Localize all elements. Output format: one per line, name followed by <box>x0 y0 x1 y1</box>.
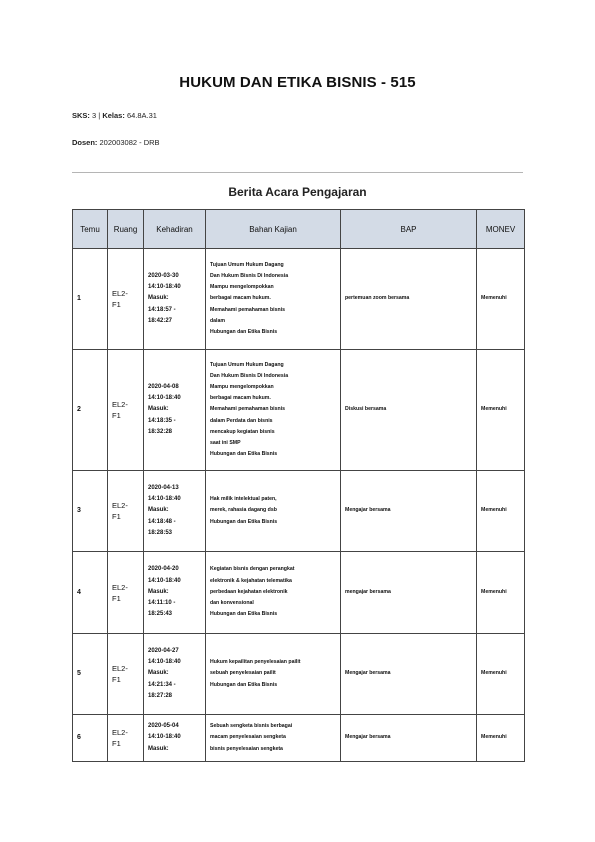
cell-temu: 6 <box>73 715 108 762</box>
section-title: Berita Acara Pengajaran <box>228 185 367 199</box>
cell-line: Mampu mengelompokkan <box>210 383 274 390</box>
cell-line: Hubungan dan Etika Bisnis <box>210 518 278 525</box>
cell-line: 2020-04-20 <box>148 566 179 573</box>
cell-monev: Memenuhi <box>477 634 525 715</box>
cell-line: Dan Hukum Bisnis Di Indonesia <box>210 372 289 379</box>
cell-line: Hubungan dan Etika Bisnis <box>210 451 278 458</box>
cell-line: EL2- <box>112 400 128 409</box>
cell-ruang <box>108 634 144 715</box>
cell-line: dalam <box>210 317 225 324</box>
cell-kehadiran <box>144 634 206 715</box>
cell-line: EL2- <box>112 728 128 737</box>
cell-line: Dan Hukum Bisnis Di Indonesia <box>210 272 289 279</box>
kelas-value: 64.8A.31 <box>126 111 157 120</box>
cell-monev: Memenuhi <box>477 471 525 552</box>
cell-kehadiran <box>144 552 206 634</box>
cell-ruang <box>108 471 144 552</box>
cell-line: 18:25:43 <box>148 611 173 618</box>
course-meta-sks-kelas <box>72 111 157 120</box>
cell-line: berbagai macam hukum. <box>210 295 271 302</box>
cell-temu: 3 <box>73 471 108 552</box>
cell-line: Memahami pemahaman bisnis <box>210 406 285 413</box>
cell-temu: 4 <box>73 552 108 634</box>
cell-line: 2020-05-04 <box>148 723 179 730</box>
column-header-monev: MONEV <box>477 210 525 249</box>
table-row <box>73 471 525 552</box>
cell-line: 18:27:28 <box>148 692 173 699</box>
cell-line: Masuk: <box>148 588 169 595</box>
course-meta-dosen <box>72 138 160 147</box>
table-header-row <box>73 210 525 249</box>
table-row <box>73 552 525 634</box>
cell-line: 14:10-18:40 <box>148 395 181 402</box>
cell-line: sebuah penyelesaian pailit <box>210 670 276 677</box>
cell-line: F1 <box>112 300 121 309</box>
cell-bap: pertemuan zoom bersama <box>341 249 477 350</box>
cell-line: 18:28:53 <box>148 529 173 536</box>
cell-line: merek, rahasia dagang dsb <box>210 507 277 514</box>
table-row <box>73 634 525 715</box>
cell-line: 14:21:34 - <box>148 681 176 688</box>
cell-line: 2020-04-08 <box>148 383 179 390</box>
cell-line: Kegiatan bisnis dengan perangkat <box>210 566 295 573</box>
cell-line: Masuk: <box>148 295 169 302</box>
dosen-value: 202003082 - DRB <box>99 138 160 147</box>
cell-kehadiran <box>144 471 206 552</box>
cell-line: macam penyelesaian sengketa <box>210 734 286 741</box>
cell-line: 14:18:48 - <box>148 518 176 525</box>
divider <box>72 172 523 173</box>
cell-line: 14:18:57 - <box>148 306 176 313</box>
cell-line: saat ini SMP <box>210 440 241 446</box>
cell-ruang <box>108 350 144 471</box>
cell-line: bisnis penyelesaian sengketa <box>210 745 283 752</box>
cell-line: F1 <box>112 739 121 748</box>
cell-kehadiran <box>144 249 206 350</box>
cell-ruang <box>108 249 144 350</box>
cell-line: Sebuah sengketa bisnis berbagai <box>210 723 293 730</box>
cell-bahan-kajian <box>206 552 341 634</box>
cell-monev: Memenuhi <box>477 715 525 762</box>
column-header-bap: BAP <box>341 210 477 249</box>
dosen-label: Dosen: <box>72 138 98 147</box>
cell-line: 18:42:27 <box>148 317 173 324</box>
cell-line: 14:18:35 - <box>148 417 176 424</box>
cell-line: Hubungan dan Etika Bisnis <box>210 611 278 618</box>
cell-line: 14:10-18:40 <box>148 659 181 666</box>
column-header-temu: Temu <box>73 210 108 249</box>
cell-line: Masuk: <box>148 507 169 514</box>
cell-line: Masuk: <box>148 670 169 677</box>
sks-label: SKS: <box>72 111 90 120</box>
cell-bahan-kajian <box>206 471 341 552</box>
cell-line: EL2- <box>112 582 128 592</box>
cell-line: berbagai macam hukum. <box>210 395 271 402</box>
cell-line: 2020-03-30 <box>148 272 179 279</box>
cell-line: Memahami pemahaman bisnis <box>210 306 285 313</box>
cell-line: EL2- <box>112 289 128 298</box>
cell-line: perbedaan kejahatan elektronik <box>210 588 288 595</box>
cell-temu: 2 <box>73 350 108 471</box>
cell-kehadiran <box>144 715 206 762</box>
table-row <box>73 350 525 471</box>
kelas-label: Kelas: <box>102 111 125 120</box>
cell-line: Tujuan Umum Hukum Dagang <box>210 361 284 368</box>
cell-bap: Mengajar bersama <box>341 471 477 552</box>
cell-line: dan konvensional <box>210 600 254 607</box>
cell-line: Hak milik intelektual paten, <box>210 496 277 503</box>
cell-line: elektronik & kejahatan telematika <box>210 577 292 584</box>
cell-line: 2020-04-27 <box>148 647 179 654</box>
cell-ruang <box>108 552 144 634</box>
teaching-record-table <box>72 209 525 762</box>
sks-value: 3 <box>92 111 97 120</box>
cell-line: dalam Perdata dan bisnis <box>210 417 273 424</box>
cell-monev: Memenuhi <box>477 350 525 471</box>
cell-line: mencakup kegiatan bisnis <box>210 428 275 435</box>
table-row <box>73 249 525 350</box>
cell-monev: Memenuhi <box>477 249 525 350</box>
cell-line: 14:11:10 - <box>148 600 176 607</box>
column-header-ruang: Ruang <box>108 210 144 249</box>
cell-monev: Memenuhi <box>477 552 525 634</box>
cell-line: 14:10-18:40 <box>148 496 181 503</box>
cell-line: Hubungan dan Etika Bisnis <box>210 329 278 335</box>
cell-line: 2020-04-13 <box>148 484 179 491</box>
cell-bap: Mengajar bersama <box>341 715 477 762</box>
cell-kehadiran <box>144 350 206 471</box>
cell-bahan-kajian <box>206 715 341 762</box>
cell-line: EL2- <box>112 664 128 673</box>
table-row <box>73 715 525 762</box>
cell-temu: 1 <box>73 249 108 350</box>
cell-temu: 5 <box>73 634 108 715</box>
cell-line: F1 <box>112 675 121 684</box>
cell-bahan-kajian <box>206 249 341 350</box>
cell-line: EL2- <box>112 501 128 510</box>
cell-bahan-kajian <box>206 634 341 715</box>
cell-line: Masuk: <box>148 745 169 752</box>
cell-line: 18:32:28 <box>148 428 173 435</box>
cell-line: Tujuan Umum Hukum Dagang <box>210 261 284 268</box>
cell-line: F1 <box>112 512 121 521</box>
cell-bap: mengajar bersama <box>341 552 477 634</box>
cell-bap: Diskusi bersama <box>341 350 477 471</box>
cell-bap: Mengajar bersama <box>341 634 477 715</box>
cell-ruang <box>108 715 144 762</box>
column-header-kehadiran: Kehadiran <box>144 210 206 249</box>
cell-line: Hukum kepailitan penyelesaian pailit <box>210 659 301 666</box>
cell-line: 14:10-18:40 <box>148 577 181 584</box>
page-title: HUKUM DAN ETIKA BISNIS - 515 <box>179 74 416 91</box>
cell-line: Masuk: <box>148 406 169 413</box>
meta-separator: | <box>98 111 101 120</box>
cell-line: 14:10-18:40 <box>148 734 181 741</box>
cell-line: Hubungan dan Etika Bisnis <box>210 681 278 688</box>
cell-line: Mampu mengelompokkan <box>210 284 274 291</box>
cell-line: F1 <box>112 593 121 603</box>
cell-line: F1 <box>112 411 121 420</box>
cell-bahan-kajian <box>206 350 341 471</box>
column-header-bahan-kajian: Bahan Kajian <box>206 210 341 249</box>
cell-line: 14:10-18:40 <box>148 284 181 291</box>
